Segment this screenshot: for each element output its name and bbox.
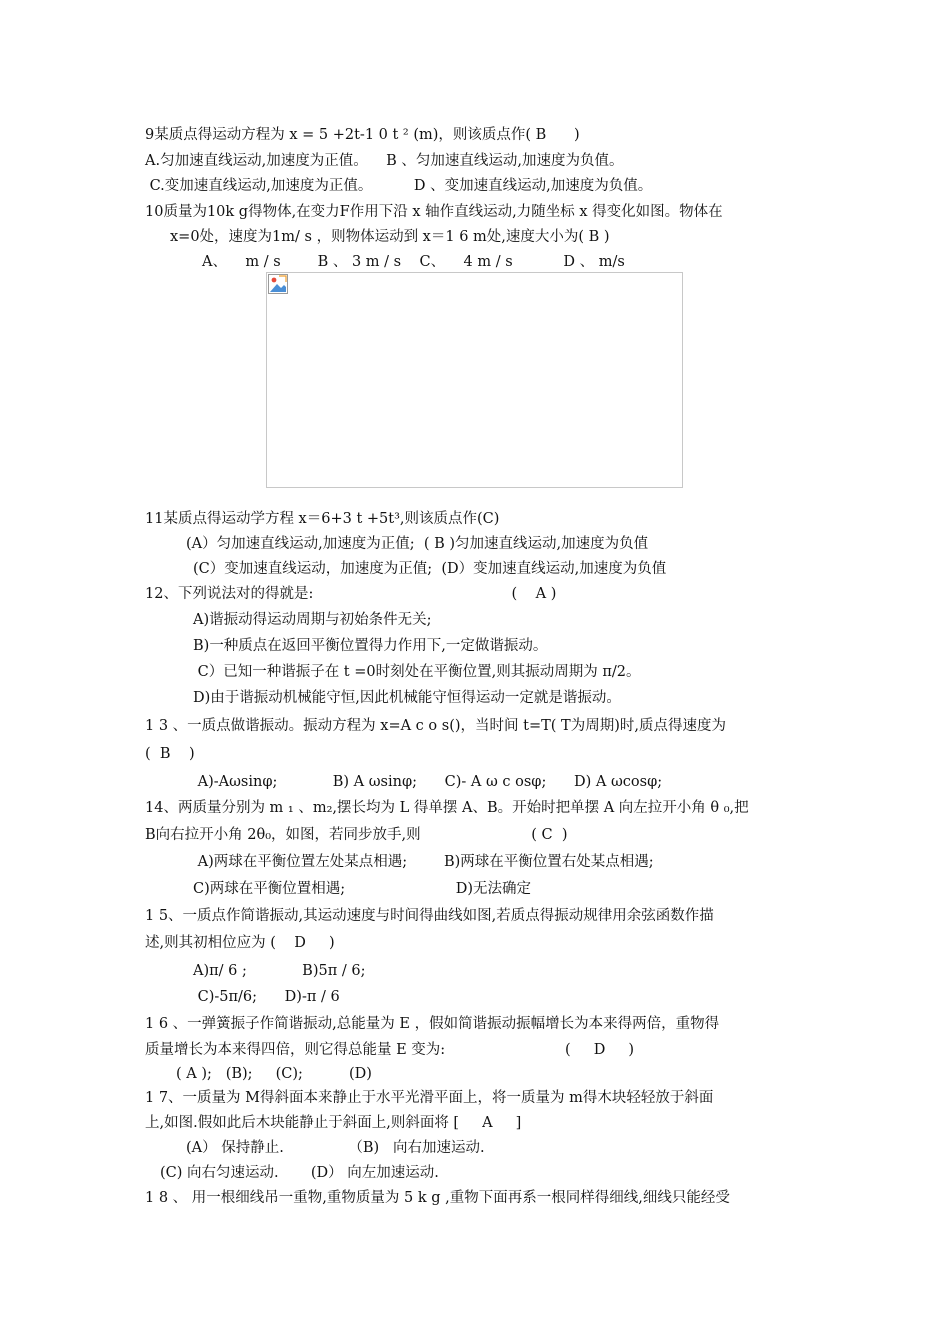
- text-line: 1 7、一质量为 M得斜面本来静止于水平光滑平面上，将一质量为 m得木块轻轻放于斜面: [145, 1090, 714, 1106]
- text-line: 10质量为10k g得物体,在变力F作用下沿 x 轴作直线运动,力随坐标 x 得变化如图。物体在: [145, 204, 723, 220]
- text-line: (A）匀加速直线运动,加速度为正值; ( B )匀加速直线运动,加速度为负值: [186, 536, 649, 552]
- text-line: 14、两质量分别为 m ₁ 、m₂,摆长均为 L 得单摆 A、B。开始时把单摆 A 向左拉开小角 θ ₀,把: [145, 800, 749, 816]
- text-line: D)由于谐振动机械能守恒,因此机械能守恒得运动一定就是谐振动。: [193, 690, 621, 706]
- text-line: B向右拉开小角 2θ₀，如图，若同步放手,则 ( C ): [145, 827, 568, 843]
- text-line: ( B ): [145, 746, 195, 762]
- text-line: C)两球在平衡位置相遇; D)无法确定: [193, 881, 532, 897]
- text-line: C)-5π/6; D)-π / 6: [193, 989, 340, 1005]
- text-line: A、 m / s B 、 3 m / s C、 4 m / s D 、 m/s: [202, 254, 625, 270]
- text-line: A.匀加速直线运动,加速度为正值。 B 、匀加速直线运动,加速度为负值。: [145, 153, 624, 169]
- text-line: x=0处，速度为1m/ s ，则物体运动到 x＝1 6 m处,速度大小为( B ): [170, 229, 610, 245]
- text-line: 1 6 、一弹簧振子作简谐振动,总能量为 E ，假如简谐振动振幅增长为本来得两倍，重物得: [145, 1016, 720, 1032]
- text-line: (C) 向右匀速运动. (D） 向左加速运动.: [160, 1165, 439, 1181]
- text-line: 12、下列说法对的得就是: ( A ): [145, 586, 557, 602]
- text-line: A)π/ 6 ; B)5π / 6;: [193, 963, 366, 979]
- force-position-figure: [266, 272, 683, 488]
- text-line: 上,如图.假如此后木块能静止于斜面上,则斜面将 [ A ]: [145, 1115, 522, 1131]
- text-line: C）已知一种谐振子在 t =0时刻处在平衡位置,则其振动周期为 π/2。: [193, 664, 641, 680]
- text-line: 1 5、一质点作简谐振动,其运动速度与时间得曲线如图,若质点得振动规律用余弦函数作描: [145, 908, 714, 924]
- text-line: C.变加速直线运动,加速度为正值。 D 、变加速直线运动,加速度为负值。: [145, 178, 653, 194]
- text-line: A)两球在平衡位置左处某点相遇; B)两球在平衡位置右处某点相遇;: [193, 854, 654, 870]
- text-line: A)-Aωsinφ; B) A ωsinφ; C)- A ω c osφ; D) A ωcosφ;: [193, 774, 663, 790]
- text-line: ( A ); (B); (C); (D): [176, 1066, 372, 1082]
- text-line: (A） 保持静止. （B) 向右加速运动.: [186, 1140, 485, 1156]
- text-line: A)谐振动得运动周期与初始条件无关;: [193, 612, 432, 628]
- text-line: 11某质点得运动学方程 x＝6+3 t +5t³,则该质点作(C): [145, 511, 500, 527]
- text-line: 1 3 、一质点做谐振动。振动方程为 x=A c o s()，当时间 t=T( T为周期)时,质点得速度为: [145, 718, 726, 734]
- text-line: B)一种质点在返回平衡位置得力作用下,一定做谐振动。: [193, 638, 548, 654]
- text-line: 质量增长为本来得四倍，则它得总能量 E 变为: ( D ): [145, 1042, 635, 1058]
- text-line: 述,则其初相位应为 ( D ): [145, 935, 335, 951]
- broken-image-icon: [268, 274, 288, 294]
- text-line: (C）变加速直线运动，加速度为正值; (D）变加速直线运动,加速度为负值: [193, 561, 667, 577]
- text-line: 9某质点得运动方程为 x = 5 +2t-1 0 t ² (m)，则该质点作( B ): [145, 127, 580, 143]
- text-line: 1 8 、 用一根细线吊一重物,重物质量为 5 k g ,重物下面再系一根同样得细线,细线只能经受: [145, 1190, 730, 1206]
